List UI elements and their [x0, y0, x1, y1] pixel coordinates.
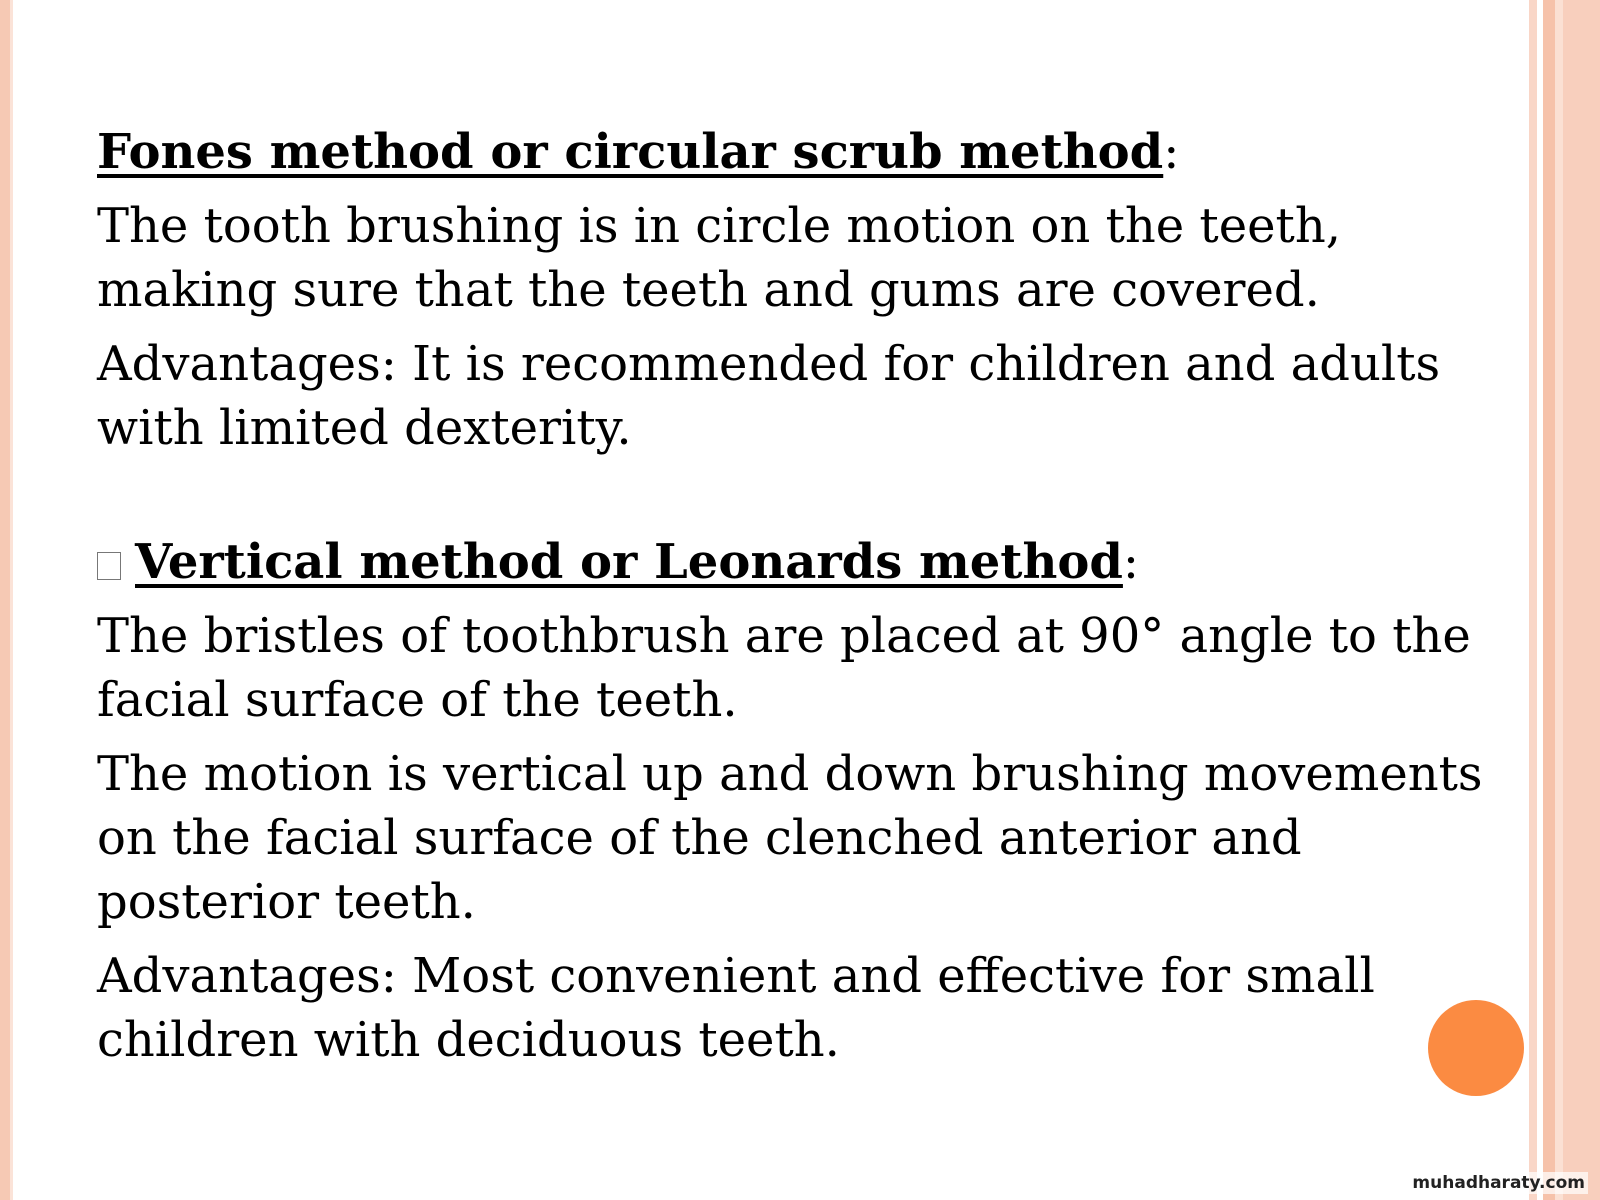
- right-border-stripe: [1543, 0, 1555, 1200]
- slide-content: [97, 120, 1497, 1072]
- heading-text: Vertical method or Leonards method: [135, 534, 1123, 590]
- left-border-stripe-inner: [10, 0, 13, 1200]
- heading-colon: :: [1122, 534, 1140, 590]
- right-border-stripe: [1529, 0, 1537, 1200]
- section-heading-vertical: [97, 530, 1497, 594]
- heading-colon: :: [1163, 124, 1180, 180]
- paragraph: The bristles of toothbrush are placed at 90° angle to the facial surface of the teeth.: [97, 608, 1471, 728]
- left-border-stripe: [0, 0, 10, 1200]
- section-heading-fones: [97, 120, 1497, 184]
- paragraph: Advantages: It is recommended for children and adults with limited dexterity.: [97, 336, 1441, 456]
- right-border-stripe: [1555, 0, 1563, 1200]
- right-border-stripe: [1563, 0, 1600, 1200]
- paragraph: The motion is vertical up and down brushing movements on the facial surface of the clenched anterior and posterior teeth.: [97, 746, 1483, 930]
- watermark: muhadharaty.com: [1409, 1172, 1588, 1194]
- box-bullet-icon: [97, 552, 121, 580]
- paragraph: Advantages: Most convenient and effective for small children with deciduous teeth.: [97, 948, 1375, 1068]
- heading-text: Fones method or circular scrub method: [97, 124, 1164, 180]
- paragraph: The tooth brushing is in circle motion on the teeth, making sure that the teeth and gums are covered.: [97, 198, 1341, 318]
